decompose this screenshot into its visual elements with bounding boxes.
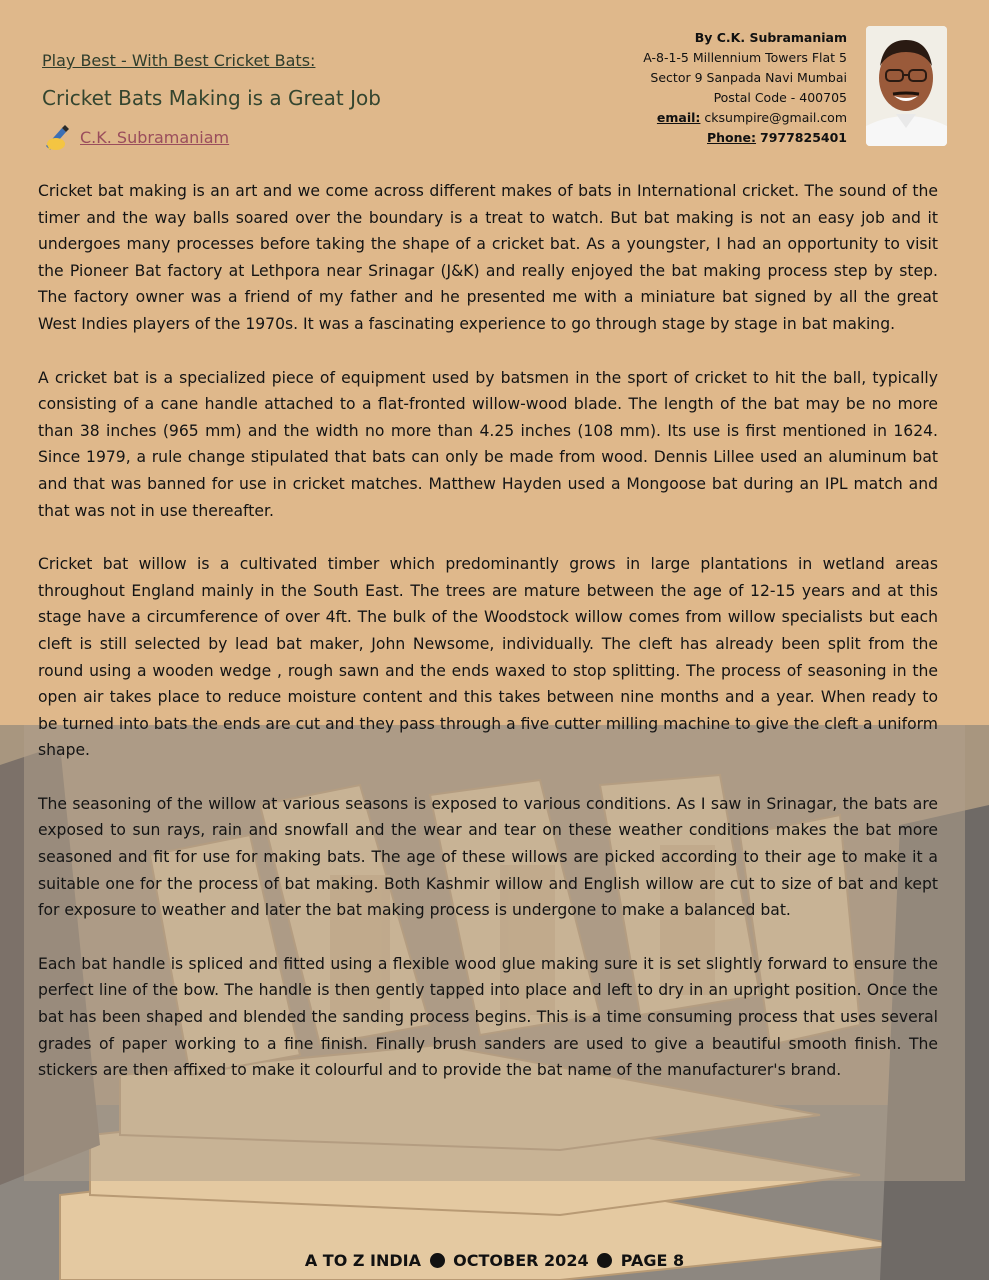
footer-publication: A TO Z INDIA (304, 1251, 422, 1270)
email-value[interactable]: cksumpire@gmail.com (704, 110, 847, 125)
footer-page: PAGE 8 (620, 1251, 685, 1270)
page-footer (0, 1251, 989, 1270)
article-paragraph: Each bat handle is spliced and fitted using a flexible wood glue making sure it is set slightly forward to ensure the perfect line of the bow. The handle is then gently tapped into place and left to dry in an upright position. Once the bat has been shaped and blended the sanding process begins. This is a time consuming process that uses several grades of paper working to a fine finish. Finally brush sanders are used to give a beautiful smooth finish. The stickers are then affixed to make it colourful and to provide the bat name of the manufacturer's brand. (38, 954, 938, 1080)
contact-address-2: Sector 9 Sanpada Navi Mumbai (650, 70, 847, 85)
contact-phone-row (643, 128, 847, 148)
contact-postal: Postal Code - 400705 (713, 90, 847, 105)
contact-by-line: By C.K. Subramaniam (694, 30, 847, 45)
author-portrait (866, 26, 947, 146)
writing-hand-icon (42, 122, 72, 152)
bullet-dot-icon (597, 1253, 612, 1268)
contact-block (643, 28, 847, 148)
email-label: email: (656, 110, 701, 125)
article-paragraph: The seasoning of the willow at various seasons is exposed to various conditions. As I saw in Srinagar, the bats are exposed to sun rays, rain and snowfall and the wear and tear on these weather conditions makes the bat more seasoned and fit for use for making bats. The age of these willows are picked according to their age to make it a suitable one for the process of bat making. Both Kashmir willow and English willow are cut to size of bat and kept for exposure to weather and later the bat making process is undergone to make a balanced bat. (38, 794, 938, 920)
article-body (38, 178, 938, 1111)
phone-label: Phone: (707, 130, 757, 145)
contact-email-row (643, 108, 847, 128)
article-paragraph: Cricket bat willow is a cultivated timber which predominantly grows in large plantations in wetland areas throughout England mainly in the South East. The trees are mature between the age of 12-15 years and at this stage have a circumference of over 4ft. The bulk of the Woodstock willow comes from willow specialists but each cleft is still selected by lead bat maker, John Newsome, individually. The cleft has already been split from the round using a wooden wedge , rough sawn and the ends waxed to stop splitting. The process of seasoning in the open air takes place to reduce moisture content and this takes between nine months and a year. When ready to be turned into bats the ends are cut and they pass through a five cutter milling machine to give the cleft a uniform shape. (38, 555, 938, 760)
contact-address-1: A-8-1-5 Millennium Towers Flat 5 (643, 50, 847, 65)
kicker-title: Play Best - With Best Cricket Bats: (42, 51, 316, 70)
author-link[interactable]: C.K. Subramaniam (80, 127, 230, 147)
article-paragraph: Cricket bat making is an art and we come across different makes of bats in International cricket. The sound of the timer and the way balls soared over the boundary is a treat to watch. But bat making is not an easy job and it undergoes many processes before taking the shape of a cricket bat. As a youngster, I had an opportunity to visit the Pioneer Bat factory at Lethpora near Srinagar (J&K) and really enjoyed the bat making process step by step. The factory owner was a friend of my father and he presented me with a miniature bat signed by all the great West Indies players of the 1970s. It was a fascinating experience to go through stage by stage in bat making. (38, 182, 938, 333)
phone-value: 7977825401 (760, 130, 847, 145)
bullet-dot-icon (430, 1253, 445, 1268)
page-title: Cricket Bats Making is a Great Job (42, 86, 381, 110)
article-paragraph: A cricket bat is a specialized piece of equipment used by batsmen in the sport of cricket to hit the ball, typically consisting of a cane handle attached to a flat-fronted willow-wood blade. The length of the bat may be no more than 38 inches (965 mm) and the width no more than 4.25 inches (108 mm). Its use is first mentioned in 1624. Since 1979, a rule change stipulated that bats can only be made from wood. Dennis Lillee used an aluminum bat and that was banned for use in cricket matches. Matthew Hayden used a Mongoose bat during an IPL match and that was not in use thereafter. (38, 368, 938, 520)
author-byline (42, 122, 229, 152)
footer-month: OCTOBER 2024 (453, 1251, 589, 1270)
